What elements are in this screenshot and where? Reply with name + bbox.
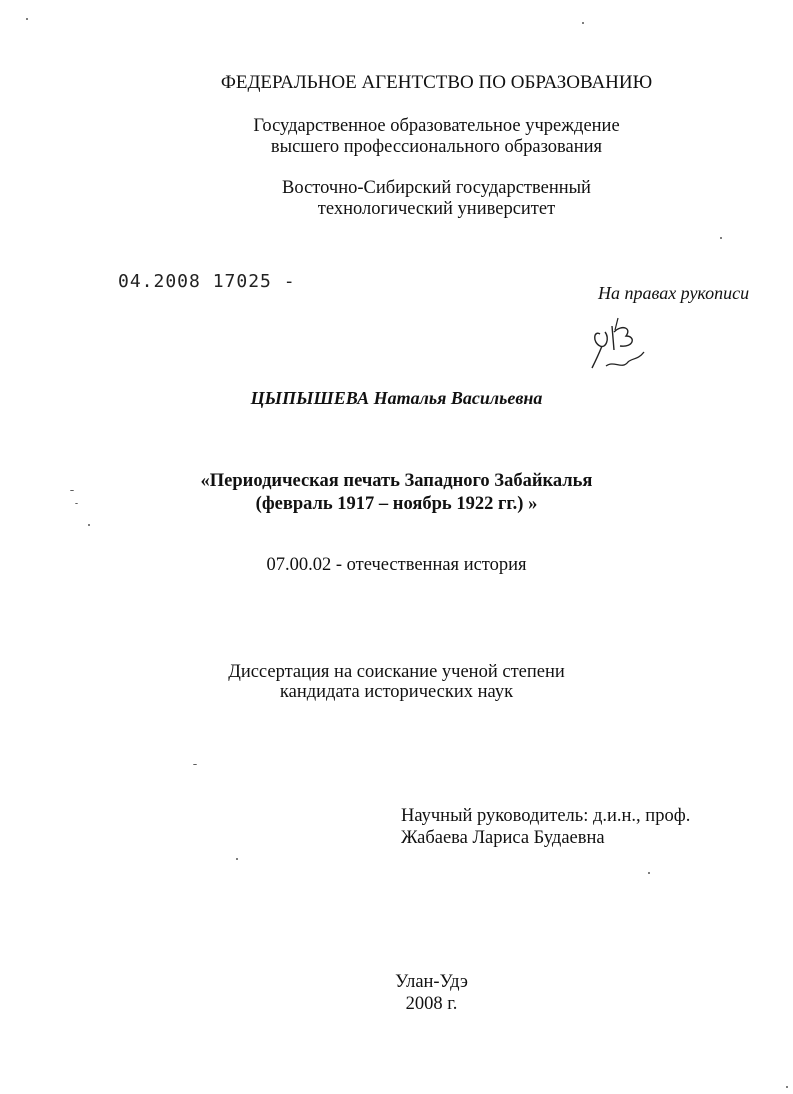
scan-speck xyxy=(720,237,722,239)
scan-speck xyxy=(193,764,197,765)
scan-speck xyxy=(26,18,28,20)
institution-type-line2: высшего профессионального образования xyxy=(270,137,603,157)
agency-name: ФЕДЕРАЛЬНОЕ АГЕНТСТВО ПО ОБРАЗОВАНИЮ xyxy=(220,72,653,93)
registration-number: 04.2008 17025 - xyxy=(118,271,296,292)
degree-statement-line1: Диссертация на соискание ученой степени xyxy=(228,662,565,682)
institution-type-line1: Государственное образовательное учреждение xyxy=(253,116,620,136)
scan-speck xyxy=(88,524,90,526)
scan-speck xyxy=(75,503,78,504)
city: Улан-Удэ xyxy=(395,972,468,992)
dissertation-title-line2: (февраль 1917 – ноябрь 1922 гг.) » xyxy=(255,494,538,514)
author-name: ЦЫПЫШЕВА Наталья Васильевна xyxy=(250,388,543,408)
scan-speck xyxy=(236,858,238,860)
dissertation-title-line1: «Периодическая печать Западного Забайкалья xyxy=(200,471,593,491)
university-name-line1: Восточно-Сибирский государственный xyxy=(282,178,591,198)
manuscript-rights-note: На правах рукописи xyxy=(598,283,750,303)
scan-speck xyxy=(70,490,74,491)
specialty-code: 07.00.02 - отечественная история xyxy=(266,555,527,575)
scan-speck xyxy=(786,1086,788,1088)
university-name-line2: технологический университет xyxy=(317,199,556,219)
supervisor-title: Научный руководитель: д.и.н., проф. xyxy=(401,806,691,826)
scan-speck xyxy=(648,872,650,874)
degree-statement-line2: кандидата исторических наук xyxy=(279,682,514,702)
signature-mark xyxy=(588,316,648,376)
scan-speck xyxy=(582,22,584,24)
supervisor-name: Жабаева Лариса Будаевна xyxy=(401,828,605,848)
year: 2008 г. xyxy=(405,994,458,1014)
